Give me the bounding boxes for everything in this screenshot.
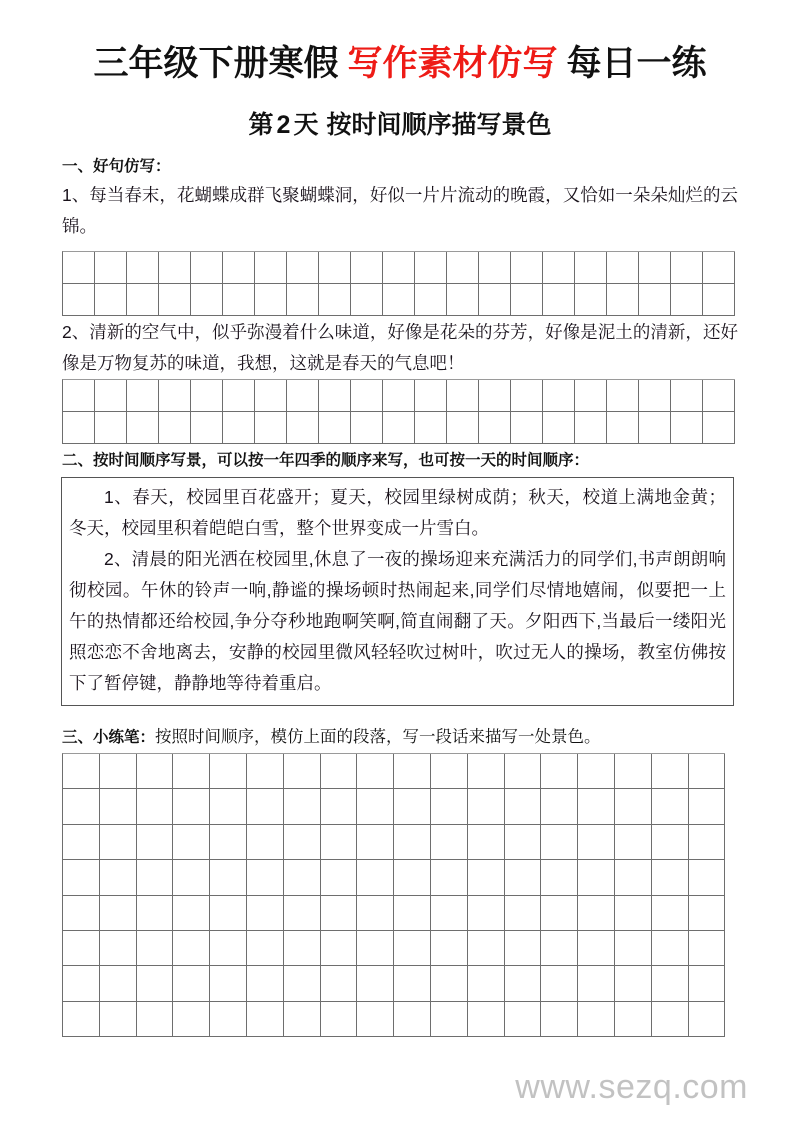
grid-cell[interactable] — [287, 284, 319, 316]
grid-cell[interactable] — [541, 896, 578, 931]
grid-row — [63, 412, 735, 444]
grid-row — [63, 252, 735, 284]
grid-cell[interactable] — [541, 966, 578, 1001]
grid-row — [63, 896, 725, 931]
grid-cell[interactable] — [578, 789, 615, 824]
grid-cell[interactable] — [689, 931, 726, 966]
grid-cell[interactable] — [394, 896, 431, 931]
grid-cell[interactable] — [63, 1002, 100, 1037]
grid-cell[interactable] — [447, 380, 479, 412]
grid-cell[interactable] — [137, 966, 174, 1001]
grid-cell[interactable] — [689, 860, 726, 895]
grid-cell[interactable] — [652, 966, 689, 1001]
writing-grid-practice[interactable] — [62, 753, 725, 1037]
grid-cell[interactable] — [468, 860, 505, 895]
grid-cell[interactable] — [173, 789, 210, 824]
grid-cell[interactable] — [63, 284, 95, 316]
grid-cell[interactable] — [247, 931, 284, 966]
grid-cell[interactable] — [137, 931, 174, 966]
grid-cell[interactable] — [578, 931, 615, 966]
grid-cell[interactable] — [357, 931, 394, 966]
grid-cell[interactable] — [431, 966, 468, 1001]
grid-cell[interactable] — [63, 412, 95, 444]
grid-cell[interactable] — [100, 860, 137, 895]
grid-cell[interactable] — [191, 380, 223, 412]
grid-cell[interactable] — [511, 252, 543, 284]
grid-cell[interactable] — [210, 966, 247, 1001]
grid-cell[interactable] — [652, 860, 689, 895]
grid-cell[interactable] — [578, 754, 615, 789]
grid-cell[interactable] — [321, 1002, 358, 1037]
grid-cell[interactable] — [671, 412, 703, 444]
grid-cell[interactable] — [287, 380, 319, 412]
grid-cell[interactable] — [100, 789, 137, 824]
grid-cell[interactable] — [284, 966, 321, 1001]
grid-cell[interactable] — [575, 252, 607, 284]
grid-cell[interactable] — [543, 412, 575, 444]
grid-cell[interactable] — [431, 896, 468, 931]
writing-grid-2[interactable] — [62, 379, 735, 444]
grid-cell[interactable] — [541, 789, 578, 824]
grid-row — [63, 754, 725, 789]
grid-cell[interactable] — [255, 252, 287, 284]
grid-cell[interactable] — [607, 380, 639, 412]
grid-cell[interactable] — [543, 380, 575, 412]
grid-cell[interactable] — [447, 284, 479, 316]
grid-row — [63, 966, 725, 1001]
grid-cell[interactable] — [100, 754, 137, 789]
grid-cell[interactable] — [607, 412, 639, 444]
grid-cell[interactable] — [127, 412, 159, 444]
grid-cell[interactable] — [615, 896, 652, 931]
grid-cell[interactable] — [210, 754, 247, 789]
grid-cell[interactable] — [173, 754, 210, 789]
grid-cell[interactable] — [447, 252, 479, 284]
grid-cell[interactable] — [210, 860, 247, 895]
grid-cell[interactable] — [479, 252, 511, 284]
grid-row — [63, 1002, 725, 1037]
grid-cell[interactable] — [223, 412, 255, 444]
grid-cell[interactable] — [543, 252, 575, 284]
grid-row — [63, 931, 725, 966]
grid-cell[interactable] — [191, 284, 223, 316]
grid-cell[interactable] — [137, 860, 174, 895]
grid-cell[interactable] — [137, 754, 174, 789]
grid-cell[interactable] — [703, 380, 735, 412]
grid-cell[interactable] — [255, 412, 287, 444]
section-3-heading-rest: 按照时间顺序，模仿上面的段落，写一段话来描写一处景色。 — [155, 728, 601, 746]
writing-grid-1[interactable] — [62, 251, 735, 316]
grid-cell[interactable] — [615, 966, 652, 1001]
grid-row — [63, 860, 725, 895]
grid-cell[interactable] — [431, 754, 468, 789]
grid-cell[interactable] — [578, 825, 615, 860]
grid-cell[interactable] — [284, 789, 321, 824]
grid-cell[interactable] — [543, 284, 575, 316]
grid-cell[interactable] — [173, 896, 210, 931]
grid-cell[interactable] — [319, 252, 351, 284]
grid-cell[interactable] — [95, 380, 127, 412]
grid-cell[interactable] — [287, 412, 319, 444]
grid-cell[interactable] — [671, 284, 703, 316]
grid-cell[interactable] — [394, 966, 431, 1001]
grid-cell[interactable] — [95, 412, 127, 444]
grid-cell[interactable] — [511, 412, 543, 444]
grid-cell[interactable] — [652, 825, 689, 860]
grid-cell[interactable] — [159, 252, 191, 284]
grid-cell[interactable] — [100, 896, 137, 931]
grid-cell[interactable] — [63, 825, 100, 860]
grid-cell[interactable] — [431, 825, 468, 860]
grid-cell[interactable] — [689, 896, 726, 931]
grid-cell[interactable] — [357, 860, 394, 895]
grid-cell[interactable] — [173, 966, 210, 1001]
grid-cell[interactable] — [127, 284, 159, 316]
grid-cell[interactable] — [173, 860, 210, 895]
grid-cell[interactable] — [191, 412, 223, 444]
grid-cell[interactable] — [63, 966, 100, 1001]
grid-cell[interactable] — [210, 789, 247, 824]
grid-cell[interactable] — [351, 284, 383, 316]
grid-cell[interactable] — [468, 825, 505, 860]
grid-cell[interactable] — [127, 252, 159, 284]
grid-row — [63, 825, 725, 860]
grid-cell[interactable] — [607, 284, 639, 316]
grid-cell[interactable] — [383, 380, 415, 412]
grid-cell[interactable] — [383, 412, 415, 444]
grid-cell[interactable] — [63, 380, 95, 412]
grid-cell[interactable] — [671, 252, 703, 284]
grid-cell[interactable] — [173, 1002, 210, 1037]
grid-cell[interactable] — [127, 380, 159, 412]
grid-cell[interactable] — [505, 825, 542, 860]
grid-cell[interactable] — [505, 754, 542, 789]
grid-row — [63, 284, 735, 316]
grid-cell[interactable] — [639, 252, 671, 284]
grid-cell[interactable] — [505, 966, 542, 1001]
grid-cell[interactable] — [63, 789, 100, 824]
grid-cell[interactable] — [575, 284, 607, 316]
grid-cell[interactable] — [578, 860, 615, 895]
grid-cell[interactable] — [468, 1002, 505, 1037]
grid-cell[interactable] — [615, 1002, 652, 1037]
grid-cell[interactable] — [321, 966, 358, 1001]
grid-cell[interactable] — [431, 1002, 468, 1037]
title-part-1: 三年级下册寒假 — [93, 44, 339, 83]
grid-cell[interactable] — [321, 896, 358, 931]
grid-cell[interactable] — [689, 754, 726, 789]
grid-cell[interactable] — [100, 1002, 137, 1037]
grid-cell[interactable] — [431, 931, 468, 966]
grid-cell[interactable] — [431, 789, 468, 824]
section-3-heading — [62, 723, 601, 747]
grid-cell[interactable] — [575, 412, 607, 444]
grid-cell[interactable] — [652, 896, 689, 931]
grid-cell[interactable] — [247, 825, 284, 860]
grid-cell[interactable] — [247, 966, 284, 1001]
grid-cell[interactable] — [351, 380, 383, 412]
grid-cell[interactable] — [511, 284, 543, 316]
grid-cell[interactable] — [351, 412, 383, 444]
grid-cell[interactable] — [247, 896, 284, 931]
grid-cell[interactable] — [287, 252, 319, 284]
grid-cell[interactable] — [689, 825, 726, 860]
grid-cell[interactable] — [63, 931, 100, 966]
grid-cell[interactable] — [137, 896, 174, 931]
grid-cell[interactable] — [394, 860, 431, 895]
grid-cell[interactable] — [357, 1002, 394, 1037]
grid-cell[interactable] — [615, 860, 652, 895]
grid-cell[interactable] — [210, 1002, 247, 1037]
grid-cell[interactable] — [63, 754, 100, 789]
grid-cell[interactable] — [284, 860, 321, 895]
grid-cell[interactable] — [223, 284, 255, 316]
grid-cell[interactable] — [615, 931, 652, 966]
grid-cell[interactable] — [284, 754, 321, 789]
section-3-heading-bold: 三、小练笔： — [62, 729, 156, 746]
grid-cell[interactable] — [357, 966, 394, 1001]
grid-cell[interactable] — [639, 380, 671, 412]
section-1-sentence-2: 2、清新的空气中，似乎弥漫着什么味道，好像是花朵的芬芳，好像是泥土的清新，还好像是万物复苏的味道，我想，这就是春天的气息吧！ — [62, 322, 738, 373]
section-2-heading: 二、按时间顺序写景，可以按一年四季的顺序来写，也可按一天的时间顺序： — [62, 452, 590, 469]
grid-cell[interactable] — [159, 380, 191, 412]
grid-cell[interactable] — [431, 860, 468, 895]
grid-cell[interactable] — [415, 380, 447, 412]
grid-cell[interactable] — [468, 966, 505, 1001]
grid-cell[interactable] — [191, 252, 223, 284]
grid-cell[interactable] — [415, 284, 447, 316]
grid-cell[interactable] — [357, 789, 394, 824]
grid-cell[interactable] — [159, 412, 191, 444]
grid-cell[interactable] — [447, 412, 479, 444]
grid-cell[interactable] — [357, 754, 394, 789]
grid-cell[interactable] — [95, 252, 127, 284]
grid-cell[interactable] — [703, 412, 735, 444]
grid-cell[interactable] — [383, 252, 415, 284]
grid-cell[interactable] — [468, 754, 505, 789]
sample-paragraph-box — [61, 477, 734, 706]
grid-cell[interactable] — [615, 789, 652, 824]
grid-cell[interactable] — [505, 1002, 542, 1037]
title-part-3: 每日一练 — [566, 44, 707, 83]
grid-cell[interactable] — [505, 860, 542, 895]
grid-cell[interactable] — [247, 789, 284, 824]
grid-cell[interactable] — [505, 931, 542, 966]
grid-cell[interactable] — [383, 284, 415, 316]
grid-cell[interactable] — [578, 1002, 615, 1037]
grid-cell[interactable] — [541, 1002, 578, 1037]
grid-cell[interactable] — [615, 754, 652, 789]
grid-cell[interactable] — [247, 1002, 284, 1037]
grid-cell[interactable] — [394, 1002, 431, 1037]
grid-cell[interactable] — [639, 284, 671, 316]
grid-cell[interactable] — [541, 931, 578, 966]
section-1-heading: 一、好句仿写： — [62, 158, 171, 175]
grid-cell[interactable] — [321, 754, 358, 789]
page-subtitle — [0, 105, 800, 141]
grid-cell[interactable] — [511, 380, 543, 412]
grid-cell[interactable] — [210, 931, 247, 966]
grid-cell[interactable] — [541, 860, 578, 895]
grid-cell[interactable] — [479, 284, 511, 316]
grid-cell[interactable] — [321, 789, 358, 824]
grid-cell[interactable] — [639, 412, 671, 444]
grid-cell[interactable] — [321, 860, 358, 895]
grid-row — [63, 789, 725, 824]
grid-cell[interactable] — [652, 789, 689, 824]
grid-cell[interactable] — [652, 754, 689, 789]
grid-cell[interactable] — [319, 284, 351, 316]
grid-cell[interactable] — [468, 931, 505, 966]
grid-cell[interactable] — [284, 825, 321, 860]
grid-cell[interactable] — [284, 1002, 321, 1037]
grid-cell[interactable] — [479, 380, 511, 412]
grid-row — [63, 380, 735, 412]
grid-cell[interactable] — [607, 252, 639, 284]
grid-cell[interactable] — [394, 789, 431, 824]
grid-cell[interactable] — [415, 252, 447, 284]
grid-cell[interactable] — [394, 825, 431, 860]
section-1-sentence-1: 1、每当春末，花蝴蝶成群飞聚蝴蝶洞，好似一片片流动的晚霞，又恰如一朵朵灿烂的云锦。 — [62, 185, 738, 236]
grid-cell[interactable] — [173, 825, 210, 860]
grid-cell[interactable] — [319, 380, 351, 412]
grid-cell[interactable] — [255, 380, 287, 412]
grid-cell[interactable] — [319, 412, 351, 444]
grid-cell[interactable] — [255, 284, 287, 316]
grid-cell[interactable] — [394, 754, 431, 789]
grid-cell[interactable] — [223, 252, 255, 284]
grid-cell[interactable] — [284, 896, 321, 931]
grid-cell[interactable] — [100, 966, 137, 1001]
grid-cell[interactable] — [159, 284, 191, 316]
grid-cell[interactable] — [63, 860, 100, 895]
title-part-2-highlight: 写作素材仿写 — [347, 44, 558, 83]
grid-cell[interactable] — [689, 789, 726, 824]
subtitle-prefix: 第 — [248, 111, 274, 139]
grid-cell[interactable] — [321, 825, 358, 860]
grid-cell[interactable] — [703, 284, 735, 316]
grid-cell[interactable] — [468, 896, 505, 931]
subtitle-day-number: 2 — [276, 111, 291, 139]
grid-cell[interactable] — [63, 252, 95, 284]
grid-cell[interactable] — [652, 1002, 689, 1037]
grid-cell[interactable] — [615, 825, 652, 860]
grid-cell[interactable] — [210, 896, 247, 931]
grid-cell[interactable] — [357, 896, 394, 931]
grid-cell[interactable] — [671, 380, 703, 412]
grid-cell[interactable] — [415, 412, 447, 444]
grid-cell[interactable] — [689, 966, 726, 1001]
grid-cell[interactable] — [541, 754, 578, 789]
grid-cell[interactable] — [505, 896, 542, 931]
subtitle-topic: 按时间顺序描写景色 — [326, 111, 552, 139]
watermark: www.sezq.com — [515, 1068, 748, 1106]
page-title — [0, 44, 800, 84]
sample-paragraph-1: 1、春天，校园里百花盛开；夏天，校园里绿树成荫；秋天，校道上满地金黄；冬天，校园里积着皑皑白雪，整个世界变成一片雪白。 — [69, 487, 726, 538]
grid-cell[interactable] — [247, 754, 284, 789]
grid-cell[interactable] — [505, 789, 542, 824]
sample-paragraph-2: 2、清晨的阳光洒在校园里,休息了一夜的操场迎来充满活力的同学们,书声朗朗响彻校园。午休的铃声一响,静谧的操场顿时热闹起来,同学们尽情地嬉闹，似要把一上午的热情都还给校园,争分夺秒地跑啊笑啊,简直闹翻了天。夕阳西下,当最后一缕阳光照恋恋不舍地离去，安静的校园里微风轻轻吹过树叶，吹过无人的操场，教室仿佛按下了暂停键，静静地等待着重启。 — [69, 549, 726, 693]
grid-cell[interactable] — [468, 789, 505, 824]
grid-cell[interactable] — [63, 896, 100, 931]
grid-cell[interactable] — [284, 931, 321, 966]
subtitle-suffix: 天 — [293, 111, 319, 139]
grid-cell[interactable] — [321, 931, 358, 966]
grid-cell[interactable] — [247, 860, 284, 895]
grid-cell[interactable] — [210, 825, 247, 860]
grid-cell[interactable] — [578, 896, 615, 931]
grid-cell[interactable] — [137, 789, 174, 824]
grid-cell[interactable] — [100, 931, 137, 966]
grid-cell[interactable] — [541, 825, 578, 860]
grid-cell[interactable] — [652, 931, 689, 966]
grid-cell[interactable] — [689, 1002, 726, 1037]
grid-cell[interactable] — [394, 931, 431, 966]
grid-cell[interactable] — [703, 252, 735, 284]
grid-cell[interactable] — [479, 412, 511, 444]
grid-cell[interactable] — [578, 966, 615, 1001]
grid-cell[interactable] — [357, 825, 394, 860]
grid-cell[interactable] — [100, 825, 137, 860]
grid-cell[interactable] — [95, 284, 127, 316]
grid-cell[interactable] — [223, 380, 255, 412]
grid-cell[interactable] — [575, 380, 607, 412]
grid-cell[interactable] — [173, 931, 210, 966]
grid-cell[interactable] — [137, 825, 174, 860]
grid-cell[interactable] — [351, 252, 383, 284]
grid-cell[interactable] — [137, 1002, 174, 1037]
